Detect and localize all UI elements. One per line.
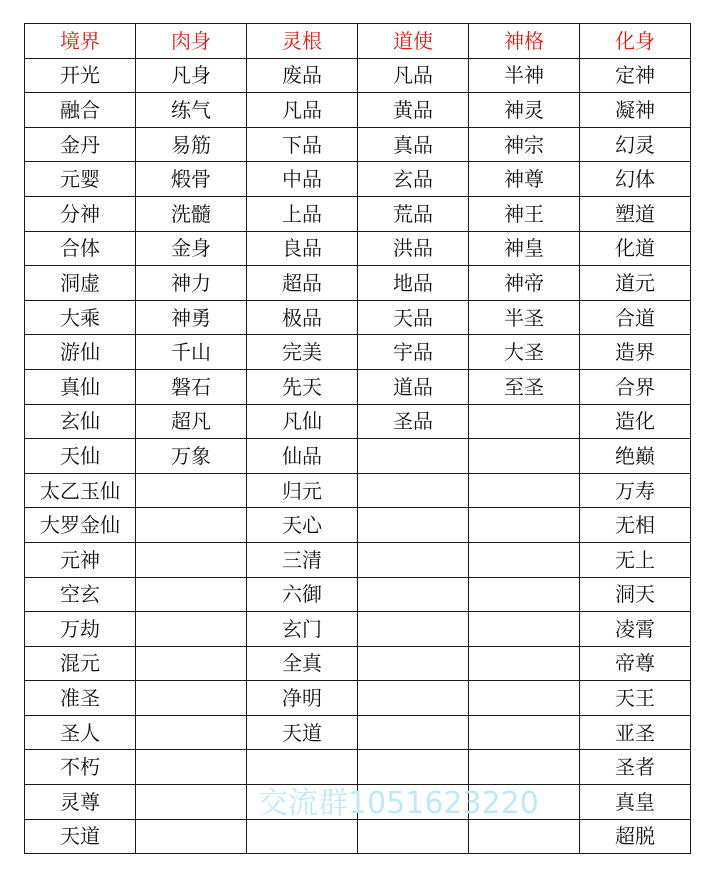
table-cell — [136, 473, 247, 508]
table-cell — [469, 542, 580, 577]
table-row — [25, 681, 691, 716]
table-cell — [469, 681, 580, 716]
table-cell: 大圣 — [469, 335, 580, 370]
table-cell: 幻体 — [580, 162, 691, 197]
table-cell: 归元 — [247, 473, 358, 508]
table-cell: 仙品 — [247, 439, 358, 474]
table-cell: 神王 — [469, 196, 580, 231]
table-cell: 至圣 — [469, 369, 580, 404]
table-cell: 上品 — [247, 196, 358, 231]
table-cell: 六御 — [247, 577, 358, 612]
table-cell: 洪品 — [358, 231, 469, 266]
table-cell: 准圣 — [25, 681, 136, 716]
table-row — [25, 715, 691, 750]
table-cell — [469, 439, 580, 474]
table-cell: 天品 — [358, 300, 469, 335]
table-cell: 地品 — [358, 266, 469, 301]
table-row — [25, 162, 691, 197]
table-cell: 无上 — [580, 542, 691, 577]
table-cell — [136, 785, 247, 820]
table-row — [25, 300, 691, 335]
table-cell — [469, 612, 580, 647]
table-cell — [358, 646, 469, 681]
table-cell: 造化 — [580, 404, 691, 439]
table-cell: 神尊 — [469, 162, 580, 197]
table-cell: 超品 — [247, 266, 358, 301]
table-row — [25, 404, 691, 439]
table-cell: 半神 — [469, 58, 580, 93]
table-cell: 合界 — [580, 369, 691, 404]
table-row — [25, 266, 691, 301]
table-cell: 塑道 — [580, 196, 691, 231]
table-cell: 圣者 — [580, 750, 691, 785]
table-cell: 磐石 — [136, 369, 247, 404]
table-cell: 游仙 — [25, 335, 136, 370]
table-cell: 无相 — [580, 508, 691, 543]
table-row — [25, 473, 691, 508]
table-cell — [136, 612, 247, 647]
table-cell: 凌霄 — [580, 612, 691, 647]
table-cell: 玄门 — [247, 612, 358, 647]
table-cell: 帝尊 — [580, 646, 691, 681]
table-cell: 融合 — [25, 93, 136, 128]
table-cell: 煅骨 — [136, 162, 247, 197]
table-row — [25, 231, 691, 266]
table-cell: 下品 — [247, 127, 358, 162]
table-cell — [136, 508, 247, 543]
table-cell — [469, 577, 580, 612]
table-cell — [358, 750, 469, 785]
table-cell: 太乙玉仙 — [25, 473, 136, 508]
table-cell — [358, 681, 469, 716]
table-cell: 圣人 — [25, 715, 136, 750]
table-cell: 神力 — [136, 266, 247, 301]
column-header-2: 肉身 — [136, 24, 247, 59]
table-cell — [358, 542, 469, 577]
table-cell: 绝巅 — [580, 439, 691, 474]
table-row — [25, 542, 691, 577]
table-cell — [247, 750, 358, 785]
table-cell: 圣品 — [358, 404, 469, 439]
table-row — [25, 196, 691, 231]
table-cell — [136, 819, 247, 854]
table-cell: 天仙 — [25, 439, 136, 474]
table-cell: 完美 — [247, 335, 358, 370]
table-cell: 真品 — [358, 127, 469, 162]
table-cell — [469, 750, 580, 785]
table-cell — [136, 577, 247, 612]
column-header-3: 灵根 — [247, 24, 358, 59]
header-row — [25, 24, 691, 59]
table-cell: 元婴 — [25, 162, 136, 197]
table-cell: 神帝 — [469, 266, 580, 301]
table-cell — [469, 404, 580, 439]
table-cell: 神勇 — [136, 300, 247, 335]
table-row — [25, 93, 691, 128]
table-cell: 易筋 — [136, 127, 247, 162]
table-cell: 金丹 — [25, 127, 136, 162]
table-cell: 中品 — [247, 162, 358, 197]
table-cell: 黄品 — [358, 93, 469, 128]
cultivation-realm-table-container — [24, 23, 691, 854]
table-cell: 化道 — [580, 231, 691, 266]
table-cell: 造界 — [580, 335, 691, 370]
table-row — [25, 335, 691, 370]
table-row — [25, 127, 691, 162]
table-cell — [469, 819, 580, 854]
table-cell: 宇品 — [358, 335, 469, 370]
table-cell: 真仙 — [25, 369, 136, 404]
table-cell: 超脱 — [580, 819, 691, 854]
table-row — [25, 508, 691, 543]
table-cell: 万劫 — [25, 612, 136, 647]
table-cell — [358, 439, 469, 474]
column-header-1: 境界 — [25, 24, 136, 59]
table-cell: 极品 — [247, 300, 358, 335]
table-body — [25, 58, 691, 854]
table-cell: 凡品 — [358, 58, 469, 93]
table-cell: 洞虚 — [25, 266, 136, 301]
table-cell: 玄仙 — [25, 404, 136, 439]
column-header-5: 神格 — [469, 24, 580, 59]
table-row — [25, 369, 691, 404]
table-cell — [469, 508, 580, 543]
table-row — [25, 612, 691, 647]
table-cell: 超凡 — [136, 404, 247, 439]
table-cell: 合道 — [580, 300, 691, 335]
table-cell — [136, 646, 247, 681]
table-cell — [469, 473, 580, 508]
table-cell: 凡品 — [247, 93, 358, 128]
table-row — [25, 750, 691, 785]
table-cell: 洞天 — [580, 577, 691, 612]
table-cell: 幻灵 — [580, 127, 691, 162]
table-cell: 天道 — [25, 819, 136, 854]
table-cell: 天王 — [580, 681, 691, 716]
table-row — [25, 439, 691, 474]
table-cell: 大乘 — [25, 300, 136, 335]
table-cell — [469, 646, 580, 681]
table-cell: 天道 — [247, 715, 358, 750]
table-cell — [358, 473, 469, 508]
table-cell — [136, 681, 247, 716]
table-cell — [247, 785, 358, 820]
table-cell — [469, 785, 580, 820]
table-cell: 空玄 — [25, 577, 136, 612]
table-cell: 凡仙 — [247, 404, 358, 439]
table-cell — [358, 612, 469, 647]
table-cell — [469, 715, 580, 750]
table-cell: 真皇 — [580, 785, 691, 820]
table-cell: 神皇 — [469, 231, 580, 266]
column-header-6: 化身 — [580, 24, 691, 59]
table-cell: 练气 — [136, 93, 247, 128]
table-cell: 定神 — [580, 58, 691, 93]
table-cell: 神灵 — [469, 93, 580, 128]
table-cell: 不朽 — [25, 750, 136, 785]
table-cell: 神宗 — [469, 127, 580, 162]
table-cell: 万寿 — [580, 473, 691, 508]
table-cell — [358, 819, 469, 854]
table-cell: 元神 — [25, 542, 136, 577]
table-cell: 先天 — [247, 369, 358, 404]
table-cell: 全真 — [247, 646, 358, 681]
table-cell: 道元 — [580, 266, 691, 301]
table-cell: 玄品 — [358, 162, 469, 197]
table-cell — [358, 508, 469, 543]
table-header — [25, 24, 691, 59]
table-cell: 凡身 — [136, 58, 247, 93]
table-cell: 混元 — [25, 646, 136, 681]
table-cell: 净明 — [247, 681, 358, 716]
cultivation-realm-table — [24, 23, 691, 854]
table-row — [25, 58, 691, 93]
table-row — [25, 785, 691, 820]
table-row — [25, 819, 691, 854]
table-cell: 天心 — [247, 508, 358, 543]
table-cell — [136, 715, 247, 750]
table-cell: 开光 — [25, 58, 136, 93]
table-cell — [358, 577, 469, 612]
table-cell: 凝神 — [580, 93, 691, 128]
table-cell: 废品 — [247, 58, 358, 93]
table-cell: 合体 — [25, 231, 136, 266]
table-cell — [247, 819, 358, 854]
table-cell: 亚圣 — [580, 715, 691, 750]
table-row — [25, 577, 691, 612]
watermark-text: 交流群1051623220 — [258, 786, 539, 821]
table-cell: 洗髓 — [136, 196, 247, 231]
table-cell: 分神 — [25, 196, 136, 231]
table-cell: 千山 — [136, 335, 247, 370]
table-cell: 万象 — [136, 439, 247, 474]
column-header-4: 道使 — [358, 24, 469, 59]
table-cell — [136, 542, 247, 577]
table-cell — [358, 715, 469, 750]
table-cell — [358, 785, 469, 820]
table-cell: 灵尊 — [25, 785, 136, 820]
table-row — [25, 646, 691, 681]
table-cell: 大罗金仙 — [25, 508, 136, 543]
table-cell: 良品 — [247, 231, 358, 266]
table-cell: 荒品 — [358, 196, 469, 231]
table-cell: 金身 — [136, 231, 247, 266]
table-cell: 道品 — [358, 369, 469, 404]
table-cell — [136, 750, 247, 785]
table-cell: 三清 — [247, 542, 358, 577]
table-cell: 半圣 — [469, 300, 580, 335]
